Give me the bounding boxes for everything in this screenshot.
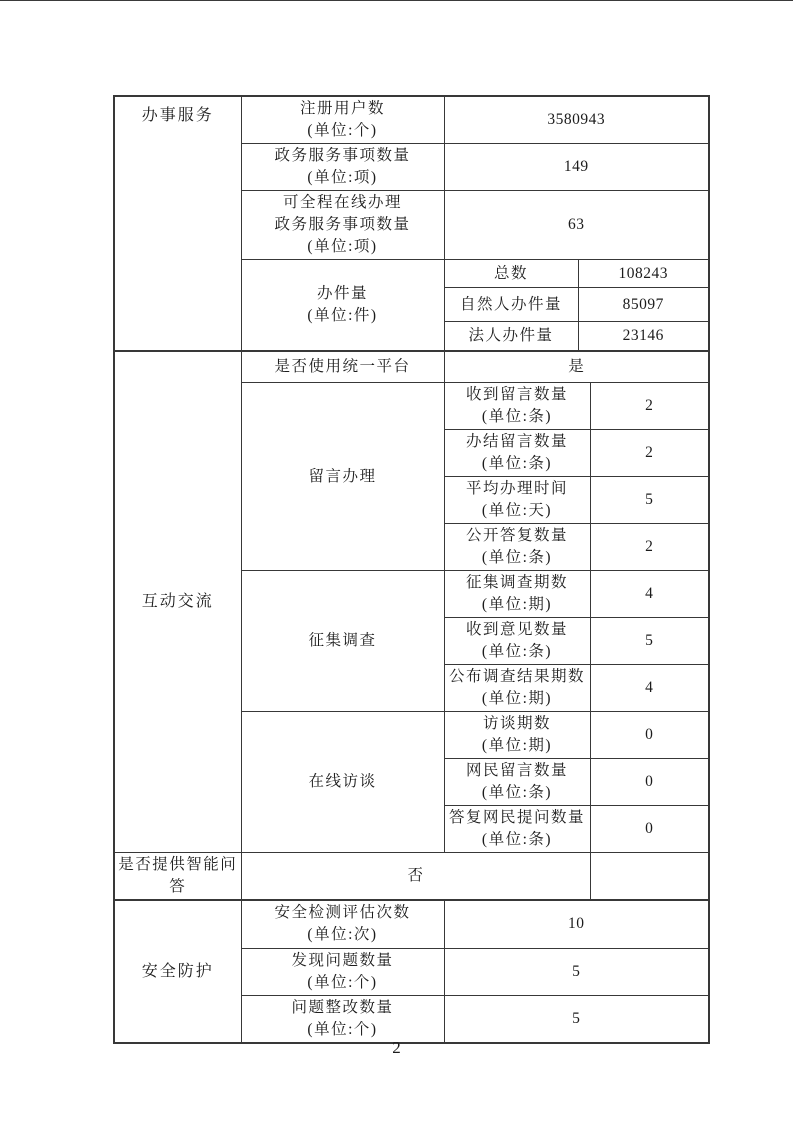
subitem-unit: (单位:条): [481, 455, 553, 472]
value-cell: 4: [590, 665, 709, 712]
category-cell-service: 办事服务: [114, 96, 241, 351]
item-unit: (单位:件): [307, 306, 378, 324]
item-unit: (单位:次): [307, 926, 378, 944]
item-label-cell: 是否提供智能问答: [114, 853, 241, 901]
category-cell-security: 安全防护: [114, 900, 241, 1043]
value-cell: 0: [590, 712, 709, 759]
item-label: 政务服务事项数量: [274, 216, 411, 233]
item-label: 发现问题数量: [291, 951, 394, 969]
subitem-label-cell: [444, 806, 590, 853]
value-cell: 4: [590, 571, 709, 618]
value-cell: 否: [241, 853, 590, 901]
subitem-label: 收到留言数量: [465, 386, 568, 403]
subitem-label-cell: [444, 759, 590, 806]
value-cell: 63: [444, 191, 709, 260]
item-unit: (单位:个): [307, 1020, 378, 1038]
subitem-label: 访谈期数: [482, 715, 551, 732]
item-unit: (单位:项): [307, 169, 378, 186]
item-label: 可全程在线办理: [282, 194, 402, 211]
subitem-unit: (单位:期): [481, 737, 553, 754]
value-cell: 3580943: [444, 96, 709, 144]
value-cell: 5: [590, 477, 709, 524]
category-cell-interaction: 互动交流: [114, 351, 241, 853]
subitem-label: 公开答复数量: [465, 527, 568, 544]
subitem-unit: (单位:条): [481, 831, 553, 848]
item-unit: (单位:个): [307, 973, 378, 991]
item-label-cell: [241, 144, 444, 191]
value-cell: 23146: [578, 322, 709, 351]
value-cell: 5: [590, 618, 709, 665]
value-cell: 10: [444, 900, 709, 948]
subitem-label: 收到意见数量: [465, 621, 568, 638]
subitem-label-cell: 法人办件量: [444, 322, 578, 351]
value-cell: 2: [590, 524, 709, 571]
page-top-edge: [0, 0, 793, 1]
subitem-label-cell: [444, 524, 590, 571]
item-label-cell: [241, 260, 444, 351]
item-unit: (单位:项): [307, 238, 378, 255]
item-label-cell: 征集调查: [241, 571, 444, 712]
item-label-cell: [241, 995, 444, 1043]
subitem-unit: (单位:条): [481, 643, 553, 660]
value-cell: 是: [444, 351, 709, 383]
page-number: 2: [392, 1038, 401, 1057]
item-label-cell: [241, 96, 444, 144]
subitem-label-cell: [444, 477, 590, 524]
subitem-label-cell: [444, 618, 590, 665]
subitem-label: 平均办理时间: [465, 480, 568, 497]
annual-report-table: [113, 95, 710, 1044]
subitem-label: 网民留言数量: [465, 762, 568, 779]
subitem-label-cell: [444, 571, 590, 618]
item-label: 问题整改数量: [291, 998, 394, 1016]
subitem-label-cell: [444, 383, 590, 430]
value-cell: 108243: [578, 260, 709, 288]
subitem-unit: (单位:条): [481, 784, 553, 801]
item-unit: (单位:个): [307, 122, 378, 139]
item-label-cell: 是否使用统一平台: [241, 351, 444, 383]
subitem-label: 答复网民提问数量: [448, 809, 585, 826]
subitem-unit: (单位:条): [481, 549, 553, 566]
value-cell: 0: [590, 806, 709, 853]
item-label: 办件量: [316, 284, 368, 302]
subitem-label: 公布调查结果期数: [448, 668, 585, 685]
value-cell: 5: [444, 948, 709, 995]
item-label-cell: [241, 948, 444, 995]
value-cell: 85097: [578, 288, 709, 322]
subitem-label-cell: 自然人办件量: [444, 288, 578, 322]
value-cell: 5: [444, 995, 709, 1043]
value-cell: 0: [590, 759, 709, 806]
item-label-cell: [241, 191, 444, 260]
subitem-unit: (单位:条): [481, 408, 553, 425]
item-label: 安全检测评估次数: [274, 904, 411, 922]
subitem-label-cell: [444, 665, 590, 712]
value-cell: 2: [590, 383, 709, 430]
item-label-cell: 留言办理: [241, 383, 444, 571]
subitem-label-cell: [444, 712, 590, 759]
subitem-label-cell: [444, 430, 590, 477]
item-label: 注册用户数: [299, 100, 385, 117]
item-label-cell: [241, 900, 444, 948]
subitem-label: 办结留言数量: [465, 433, 568, 450]
value-cell: 149: [444, 144, 709, 191]
subitem-unit: (单位:期): [481, 596, 553, 613]
subitem-unit: (单位:天): [481, 502, 553, 519]
value-cell: 2: [590, 430, 709, 477]
subitem-unit: (单位:期): [481, 690, 553, 707]
subitem-label-cell: 总数: [444, 260, 578, 288]
item-label: 政务服务事项数量: [274, 147, 411, 164]
item-label-cell: 在线访谈: [241, 712, 444, 853]
subitem-label: 征集调查期数: [465, 574, 568, 591]
